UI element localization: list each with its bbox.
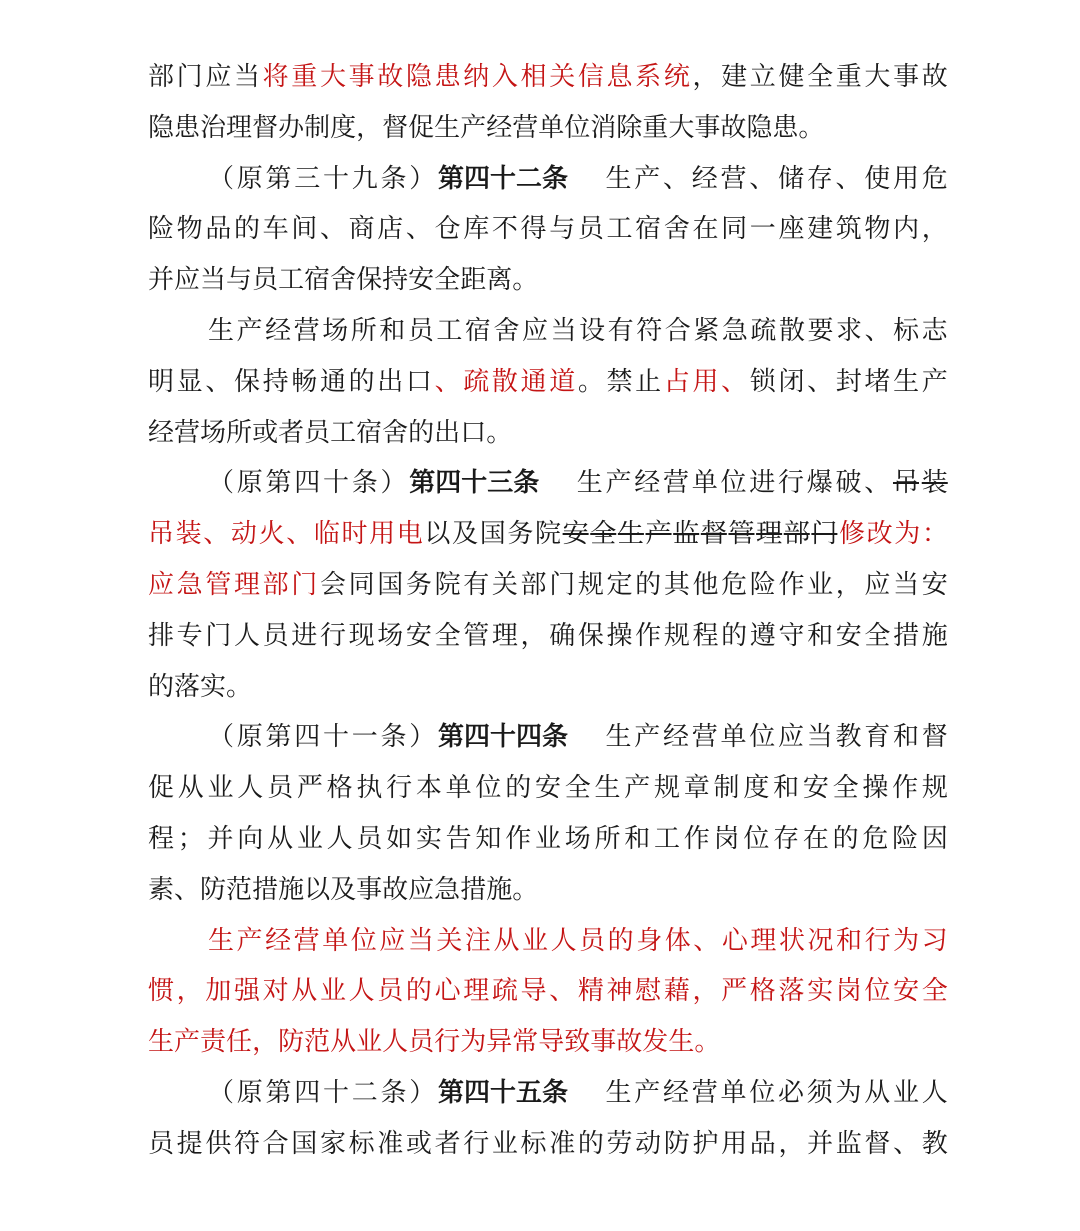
text-line: 生 产 经 营 单 位 应 当 关 注 从 业 人 员 的 身 体 、 心 理 状 况 和 行 为 习 [208, 925, 948, 956]
text-line: 排 专 门 人 员 进 行 现 场 安 全 管 理 ， 确 保 操 作 规 程 的 遵 守 和 安 全 措 施 [148, 620, 948, 651]
text-line: 应 急 管 理 部 门 会 同 国 务 院 有 关 部 门 规 定 的 其 他 危 险 作 业 ， 应 当 安 [148, 569, 948, 600]
text-line: 惯 ， 加 强 对 从 业 人 员 的 心 理 疏 导 、 精 神 慰 藉 ， 严 格 落 实 岗 位 安 全 [148, 976, 948, 1007]
text-line: 险 物 品 的 车 间 、 商 店 、 仓 库 不 得 与 员 工 宿 舍 在 同 一 座 建 筑 物 内 ， [148, 214, 948, 245]
text-line: 生 产 经 营 场 所 和 员 工 宿 舍 应 当 设 有 符 合 紧 急 疏 散 要 求 、 标 志 [208, 315, 948, 346]
text-line: 的 落 实 。 [148, 671, 253, 702]
text-line: （ 原 第 三 十 九 条 ） 第四十二条 生 产 、 经 营 、 储 存 、 使 用 危 [208, 163, 948, 194]
text-line: 经 营 场 所 或 者 员 工 宿 舍 的 出 口 。 [148, 417, 513, 448]
text-line: 并 应 当 与 员 工 宿 舍 保 持 安 全 距 离 。 [148, 265, 539, 296]
text-line: 促 从 业 人 员 严 格 执 行 本 单 位 的 安 全 生 产 规 章 制 度 和 安 全 操 作 规 [148, 773, 948, 804]
text-line: 明 显 、 保 持 畅 通 的 出 口 、 疏 散 通 道 。 禁 止 占 用 、 锁 闭 、 封 堵 生 产 [148, 366, 948, 397]
text-line: 素 、 防 范 措 施 以 及 事 故 应 急 措 施 。 [148, 874, 539, 905]
text-line: 员 提 供 符 合 国 家 标 准 或 者 行 业 标 准 的 劳 动 防 护 用 品 ， 并 监 督 、 教 [148, 1128, 948, 1159]
document-body [148, 52, 948, 1170]
text-line: 程 ； 并 向 从 业 人 员 如 实 告 知 作 业 场 所 和 工 作 岗 位 存 在 的 危 险 因 [148, 823, 948, 854]
text-line: （ 原 第 四 十 二 条 ） 第四十五条 生 产 经 营 单 位 必 须 为 从 业 人 [208, 1077, 948, 1108]
text-line: 部 门 应 当 将 重 大 事 故 隐 患 纳 入 相 关 信 息 系 统 ， 建 立 健 全 重 大 事 故 [148, 62, 948, 92]
text-line: 隐 患 治 理 督 办 制 度 ， 督 促 生 产 经 营 单 位 消 除 重 大 事 故 隐 患 。 [148, 112, 825, 143]
text-line: 吊 装 、 动 火 、 临 时 用 电 以 及 国 务 院 安 全 生 产 监 督 管 理 部 门 修 改 为 ： [148, 519, 948, 550]
text-line: （ 原 第 四 十 一 条 ） 第四十四条 生 产 经 营 单 位 应 当 教 育 和 督 [208, 722, 948, 753]
text-line: 生 产 责 任 ， 防 范 从 业 人 员 行 为 异 常 导 致 事 故 发 生 。 [148, 1027, 721, 1058]
text-line: （ 原 第 四 十 条 ） 第四十三条 生 产 经 营 单 位 进 行 爆 破 、 吊 装 [208, 468, 948, 499]
